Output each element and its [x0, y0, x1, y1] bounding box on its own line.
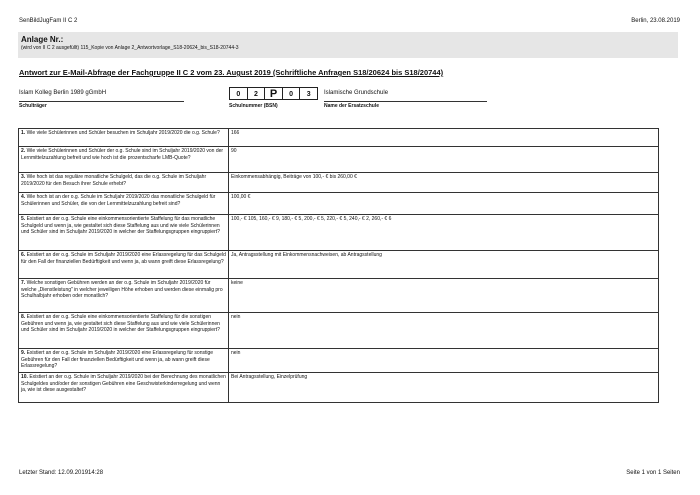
schulnummer-digit: 0 — [229, 87, 248, 100]
table-row — [19, 349, 659, 373]
question-text: Existiert an der o.g. Schule im Schuljahr 2019/2020 bei der Berechnung des monatlichen Schulgeldes und/oder der sonstigen Gebühren eine Geschwisterkinderregelung und wenn ja, wie ist diese ausgestaltet? — [21, 374, 226, 394]
question-cell — [19, 215, 229, 251]
anlage-title: Anlage Nr.: — [21, 35, 64, 44]
schulnummer-digit: 3 — [299, 87, 318, 100]
questions-table — [18, 128, 659, 403]
question-number: 8. — [21, 314, 26, 320]
question-cell — [19, 147, 229, 173]
page-number: Seite 1 von 1 Seiten — [626, 470, 680, 476]
table-row — [19, 279, 659, 313]
question-number: 3. — [21, 174, 26, 180]
schulnummer-digit: P — [264, 87, 283, 100]
traeger-label: Schulträger — [19, 103, 47, 109]
question-cell — [19, 251, 229, 279]
table-row — [19, 193, 659, 215]
schulnummer-digit: 0 — [282, 87, 301, 100]
table-row — [19, 173, 659, 193]
table-row — [19, 373, 659, 403]
schule-value: Islamische Grundschule — [324, 90, 389, 96]
answer-cell: 100,- € 105, 160,- € 9, 180,- € 5, 200,- € 5, 220,- € 5, 240,- € 2, 260,- € 6 — [229, 215, 659, 251]
question-cell — [19, 173, 229, 193]
question-text: Wie hoch ist das reguläre monatliche Schulgeld, das die o.g. Schule im Schuljahr 2019/2020 für den Besuch ihrer Schule erhebt? — [21, 174, 207, 187]
table-row — [19, 129, 659, 147]
last-update: Letzter Stand: 12.09.201914:28 — [19, 470, 104, 476]
question-cell — [19, 349, 229, 373]
answer-cell: nein — [229, 313, 659, 349]
question-text: Existiert an der o.g. Schule eine einkommensorientierte Staffelung für die sonstigen Gebühren und wenn ja, wie gestaltet sich diese Staffelung aus und wie viele Schülerinnen und Schüler sind im Schuljahr 2019/2020 in welcher der Staffelungsgruppen eingruppiert? — [21, 314, 220, 334]
question-text: Existiert an der o.g. Schule im Schuljahr 2019/2020 eine Erlassregelung für sonstige Gebühren für den Fall der finanziellen Bedürftigkeit und wenn ja, ab wann greift diese Erlassregelung? — [21, 350, 214, 370]
schulnummer-boxes — [229, 87, 317, 100]
question-text: Existiert an der o.g. Schule im Schuljahr 2019/2020 eine Erlassregelung für das Schulgeld für den Fall der finanziellen Bedürftigkeit und wenn ja, ab wann greift diese Erlassregelung? — [21, 252, 226, 265]
table-row — [19, 147, 659, 173]
question-text: Wie viele Schülerinnen und Schüler besuchen im Schuljahr 2019/2020 die o.g. Schule? — [26, 130, 220, 136]
question-number: 9. — [21, 350, 26, 356]
answer-cell: nein — [229, 349, 659, 373]
question-number: 4. — [21, 194, 26, 200]
answer-cell: 166 — [229, 129, 659, 147]
page-title: Antwort zur E-Mail-Abfrage der Fachgruppe II C 2 vom 23. August 2019 (Schriftliche Anfragen S18/20624 bis S18/20744) — [19, 68, 444, 77]
question-number: 6. — [21, 252, 26, 258]
question-text: Welche sonstigen Gebühren werden an der o.g. Schule im Schuljahr 2019/2020 für welche „Dienstleistung" in welcher jeweiligen Höhe erhoben und werden diese einmalig pro Schulhalbjahr erhoben oder monatlich? — [21, 280, 223, 300]
answer-cell: Einkommensabhängig, Beiträge von 100,- € bis 260,00 € — [229, 173, 659, 193]
office-label: SenBildJugFam II C 2 — [19, 18, 78, 24]
question-number: 5. — [21, 216, 26, 222]
schulnummer-label: Schulnummer (BSN) — [229, 103, 278, 109]
table-row — [19, 313, 659, 349]
question-cell — [19, 279, 229, 313]
question-cell — [19, 373, 229, 403]
schule-label: Name der Ersatzschule — [324, 103, 380, 109]
schulnummer-digit: 2 — [247, 87, 266, 100]
schule-underline — [324, 101, 487, 102]
answer-cell: 100,00 € — [229, 193, 659, 215]
question-number: 2. — [21, 148, 26, 154]
question-number: 10. — [21, 374, 28, 380]
traeger-value: Islam Kolleg Berlin 1989 gGmbH — [19, 90, 107, 96]
anlage-subtitle: (wird von II C 2 ausgefüllt) 115_Kopie von Anlage 2_Antwortvorlage_S18-20624_bis_S18-20744-3 — [21, 45, 239, 51]
question-cell — [19, 313, 229, 349]
answer-cell: keine — [229, 279, 659, 313]
table-row — [19, 215, 659, 251]
question-number: 1. — [21, 130, 26, 136]
question-text: Wie viele Schülerinnen und Schüler der o.g. Schule sind im Schuljahr 2019/2020 von der Lernmittelzuzahlung befreit und wie hoch ist die prozentscharfe LMB-Quote? — [21, 148, 224, 161]
question-number: 7. — [21, 280, 26, 286]
answer-cell: Bei Antragsstellung, Einzelprüfung — [229, 373, 659, 403]
question-text: Wie hoch ist an der o.g. Schule im Schuljahr 2019/2020 das monatliche Schulgeld für Schülerinnen und Schüler, die von der Lernmittelzuzahlung befreit sind? — [21, 194, 216, 207]
table-row — [19, 251, 659, 279]
question-text: Existiert an der o.g. Schule eine einkommensorientierte Staffelung für das monatliche Schulgeld und wenn ja, wie gestaltet sich diese Staffelung aus und wie viele Schülerinnen und Schüler sind im Schuljahr 2019/2020 in welcher der Staffelungsgruppen eingruppiert? — [21, 216, 220, 236]
answer-cell: 90 — [229, 147, 659, 173]
answer-cell: Ja, Antragsstellung mit Einkommensnachweisen, ab Antragsstellung — [229, 251, 659, 279]
question-cell — [19, 193, 229, 215]
traeger-underline — [19, 101, 184, 102]
question-cell — [19, 129, 229, 147]
place-date: Berlin, 23.08.2019 — [631, 18, 680, 24]
